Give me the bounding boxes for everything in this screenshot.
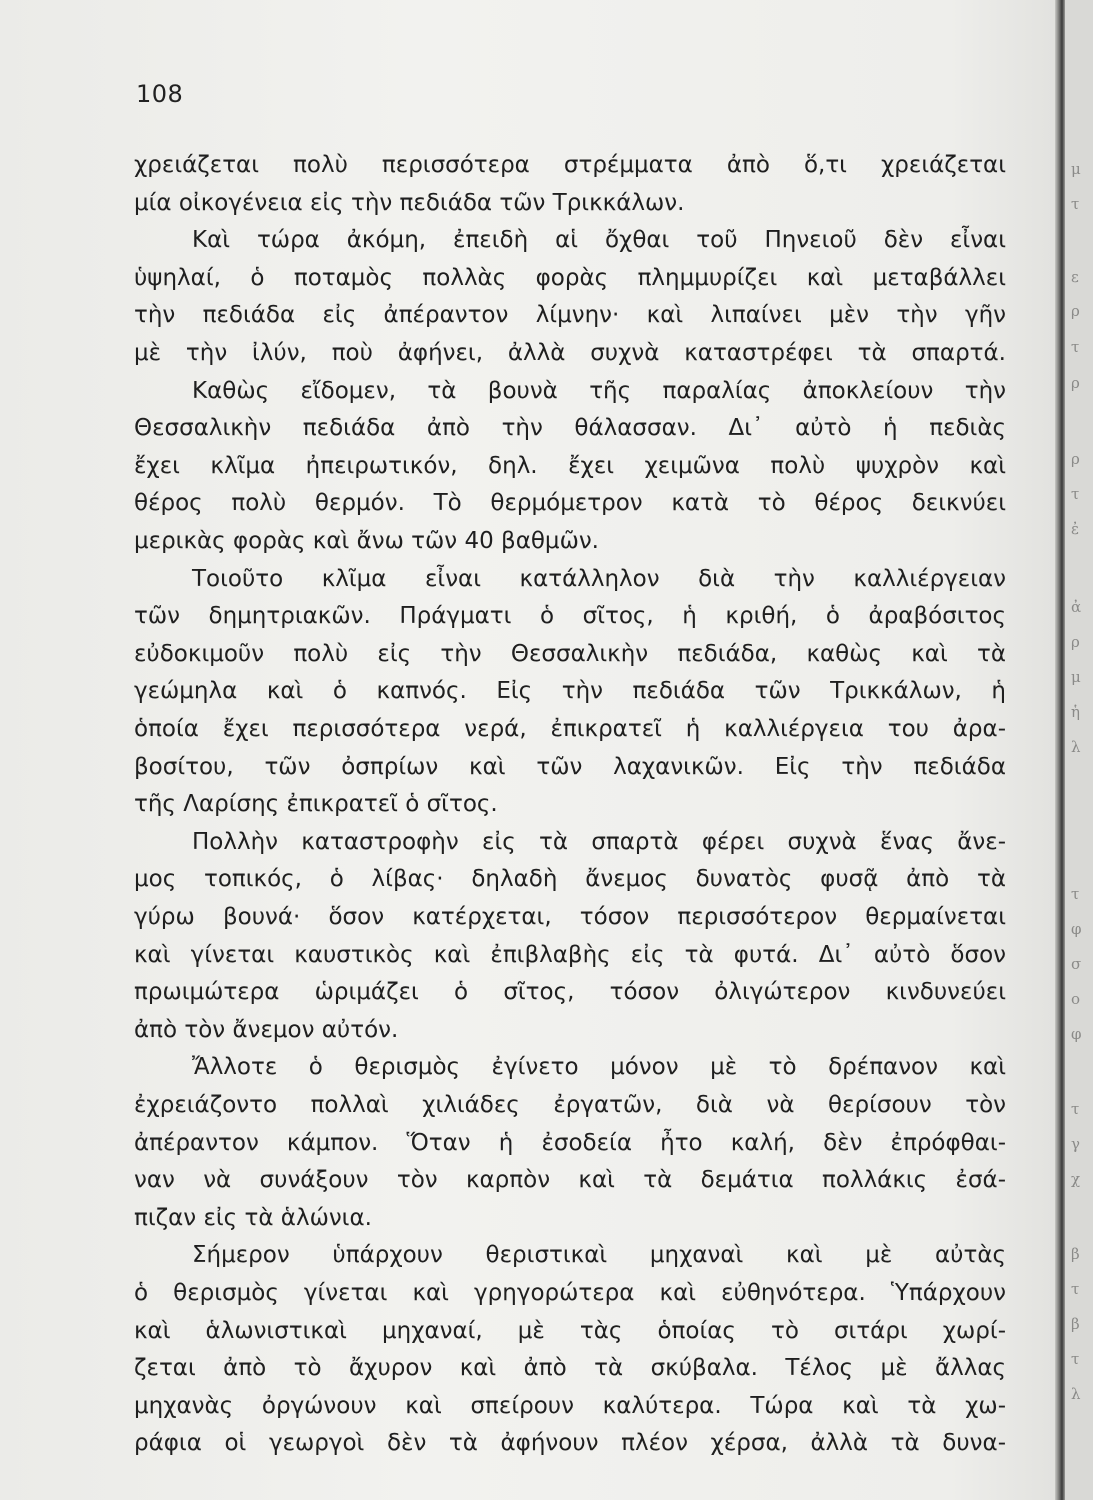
text-line: καὶ γίνεται καυστικὸς καὶ ἐπιβλαβὴς εἰς τὰ φυτά. Δι᾽ αὐτὸ ὅσον — [134, 942, 1006, 968]
text-line: ζεται ἀπὸ τὸ ἄχυρον καὶ ἀπὸ τὰ σκύβαλα. Τέλος μὲ ἄλλας — [134, 1355, 1006, 1381]
text-line: Καθὼς εἴδομεν, τὰ βουνὰ τῆς παραλίας ἀποκλείουν τὴν — [192, 378, 1006, 404]
text-line: χρειάζεται πολὺ περισσότερα στρέμματα ἀπὸ ὅ,τι χρειάζεται — [134, 152, 1006, 178]
text-line: θέρος πολὺ θερμόν. Τὸ θερμόμετρον κατὰ τὸ θέρος δεικνύει — [134, 490, 1006, 516]
text-line: τὴν πεδιάδα εἰς ἀπέραντον λίμνην· καὶ λιπαίνει μὲν τὴν γῆν — [134, 302, 1006, 328]
text-line: Τοιοῦτο κλῖμα εἶναι κατάλληλον διὰ τὴν καλλιέργειαν — [192, 566, 1006, 592]
text-line: τῆς Λαρίσης ἐπικρατεῖ ὁ σῖτος. — [134, 791, 498, 817]
text-line: εὐδοκιμοῦν πολὺ εἰς τὴν Θεσσαλικὴν πεδιάδα, καθὼς καὶ τὰ — [134, 641, 1006, 667]
text-line: ράφια οἱ γεωργοὶ δὲν τὰ ἀφήνουν πλέον χέρσα, ἀλλὰ τὰ δυνα- — [134, 1430, 1006, 1456]
text-line: μία οἰκογένεια εἰς τὴν πεδιάδα τῶν Τρικκάλων. — [134, 190, 685, 216]
text-line: Σήμερον ὑπάρχουν θεριστικαὶ μηχαναὶ καὶ μὲ αὐτὰς — [192, 1242, 1006, 1268]
text-line: μηχανὰς ὀργώνουν καὶ σπείρουν καλύτερα. Τώρα καὶ τὰ χω- — [134, 1393, 1006, 1419]
text-line: ὁποία ἔχει περισσότερα νερά, ἐπικρατεῖ ἡ καλλιέργεια του ἀρα- — [134, 716, 1006, 742]
text-line: Ἄλλοτε ὁ θερισμὸς ἐγίνετο μόνον μὲ τὸ δρέπανον καὶ — [192, 1054, 1006, 1080]
text-line: Πολλὴν καταστροφὴν εἰς τὰ σπαρτὰ φέρει συχνὰ ἕνας ἄνε- — [192, 829, 1006, 855]
text-line: μερικὰς φορὰς καὶ ἄνω τῶν 40 βαθμῶν. — [134, 528, 599, 554]
page-number: 108 — [136, 80, 184, 108]
text-line: μος τοπικός, ὁ λίβας· δηλαδὴ ἄνεμος δυνατὸς φυσᾷ ἀπὸ τὰ — [134, 866, 1006, 892]
text-line: ἀπὸ τὸν ἄνεμον αὐτόν. — [134, 1017, 399, 1043]
adjacent-page-edge: μ τ ε ρ τ ρ ρ τ ἐ ἀ ρ μ ἡ λ τ φ σ ο φ τ γ χ β τ β τ λ — [1065, 0, 1093, 1500]
text-line: καὶ ἁλωνιστικαὶ μηχαναί, μὲ τὰς ὁποίας τὸ σιτάρι χωρί- — [134, 1318, 1006, 1344]
text-line: γεώμηλα καὶ ὁ καπνός. Εἰς τὴν πεδιάδα τῶν Τρικκάλων, ἡ — [134, 678, 1006, 704]
text-line: ναν νὰ συνάξουν τὸν καρπὸν καὶ τὰ δεμάτια πολλάκις ἐσά- — [134, 1167, 1006, 1193]
text-line: ὑψηλαί, ὁ ποταμὸς πολλὰς φορὰς πλημμυρίζει καὶ μεταβάλλει — [134, 265, 1006, 291]
text-line: Θεσσαλικὴν πεδιάδα ἀπὸ τὴν θάλασσαν. Δι᾽ αὐτὸ ἡ πεδιὰς — [134, 415, 1006, 441]
book-gutter — [1055, 0, 1065, 1500]
text-line: μὲ τὴν ἰλύν, ποὺ ἀφήνει, ἀλλὰ συχνὰ καταστρέφει τὰ σπαρτά. — [134, 340, 1006, 366]
text-line: βοσίτου, τῶν ὀσπρίων καὶ τῶν λαχανικῶν. Εἰς τὴν πεδιάδα — [134, 754, 1006, 780]
text-line: πιζαν εἰς τὰ ἁλώνια. — [134, 1205, 372, 1231]
text-line: γύρω βουνά· ὅσον κατέρχεται, τόσον περισσότερον θερμαίνεται — [134, 904, 1006, 930]
text-line: ὁ θερισμὸς γίνεται καὶ γρηγορώτερα καὶ εὐθηνότερα. Ὑπάρχουν — [134, 1280, 1006, 1306]
text-line: ἐχρειάζοντο πολλαὶ χιλιάδες ἐργατῶν, διὰ νὰ θερίσουν τὸν — [134, 1092, 1006, 1118]
text-line: ἔχει κλῖμα ἠπειρωτικόν, δηλ. ἔχει χειμῶνα πολὺ ψυχρὸν καὶ — [134, 453, 1006, 479]
text-line: ἀπέραντον κάμπον. Ὅταν ἡ ἐσοδεία ἦτο καλή, δὲν ἐπρόφθαι- — [134, 1130, 1006, 1156]
text-line: Καὶ τώρα ἀκόμη, ἐπειδὴ αἱ ὄχθαι τοῦ Πηνειοῦ δὲν εἶναι — [192, 227, 1006, 253]
text-line: πρωιμώτερα ὡριμάζει ὁ σῖτος, τόσον ὀλιγώτερον κινδυνεύει — [134, 979, 1006, 1005]
text-line: τῶν δημητριακῶν. Πράγματι ὁ σῖτος, ἡ κριθή, ὁ ἀραβόσιτος — [134, 603, 1006, 629]
